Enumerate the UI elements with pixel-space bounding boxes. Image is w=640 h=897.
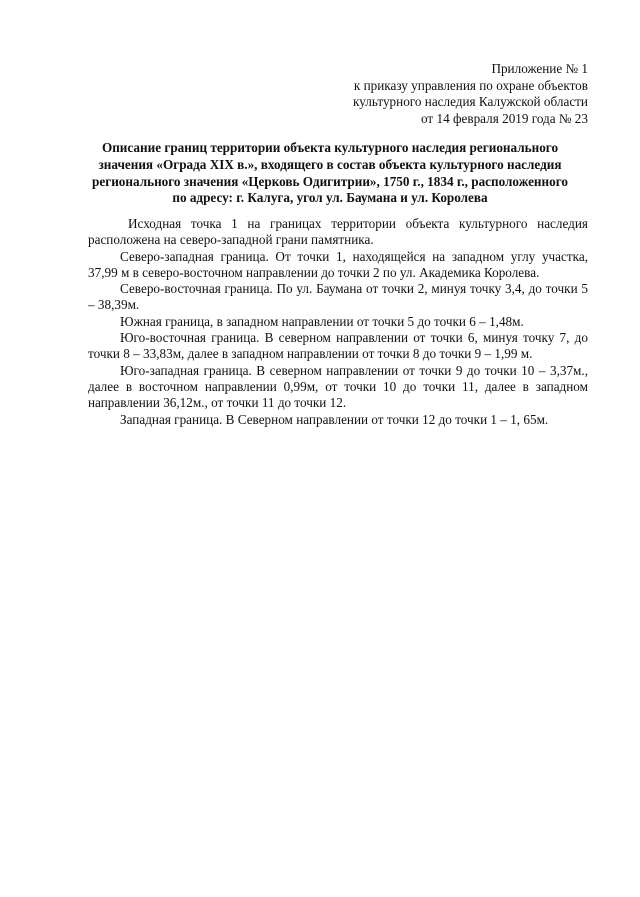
document-title [72,140,588,207]
paragraph-west-boundary: Западная граница. В Северном направлении от точки 12 до точки 1 – 1, 65м. [120,411,549,427]
title-line-4: по адресу: г. Калуга, угол ул. Баумана и ул. Королева [172,190,488,206]
order-reference-line-1: к приказу управления по охране объектов [353,77,588,93]
paragraph-south-boundary: Южная граница, в западном направлении от точки 5 до точки 6 – 1,48м. [120,313,524,329]
appendix-number: Приложение № 1 [491,61,588,76]
title-line-3: регионального значения «Церковь Одигитрии», 1750 г., 1834 г., расположенного [92,173,568,189]
appendix-header [258,61,588,127]
paragraph-southeast-boundary: Юго-восточная граница. В северном направлении от точки 6, минуя точку 7, до точки 8 – 33,83м, далее в западном направлении от точки 8 до точки 9 – 1,99 м. [88,330,588,362]
title-line-1: Описание границ территории объекта культурного наследия регионального [101,140,559,155]
paragraph-northeast-boundary: Северо-восточная граница. По ул. Баумана от точки 2, минуя точку 3,4, до точки 5 – 38,39м. [88,281,588,313]
paragraph-start-point: Исходная точка 1 на границах территории объекта культурного наследия расположена на северо-западной грани памятника. [88,216,588,248]
boundary-description [88,216,588,428]
title-line-2: значения «Ограда XIX в.», входящего в состав объекта культурного наследия [98,156,562,172]
order-reference-line-2: культурного наследия Калужской области [353,94,588,110]
paragraph-southwest-boundary: Юго-западная граница. В северном направлении от точки 9 до точки 10 – 3,37м., далее в восточном направлении 0,99м, от точки 10 до точки 11, далее в западном направлении 36,12м., от точки 11 до точки 12. [88,362,588,411]
paragraph-northwest-boundary: Северо-западная граница. От точки 1, находящейся на западном углу участка, 37,99 м в северо-восточном направлении до точки 2 по ул. Академика Королева. [88,248,588,280]
order-date-number: от 14 февраля 2019 года № 23 [421,110,588,126]
